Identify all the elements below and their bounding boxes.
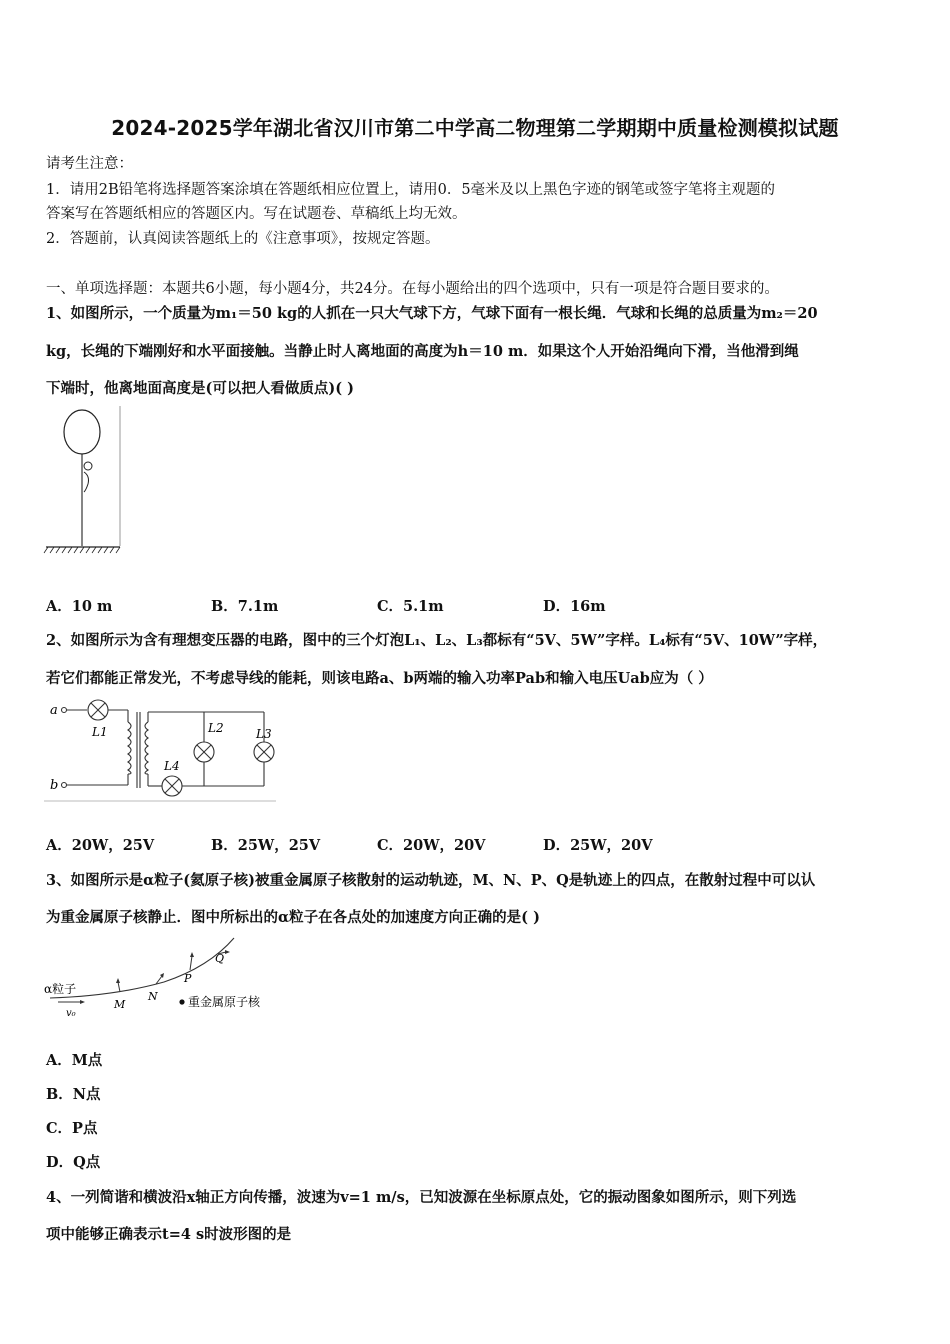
label-p: P [184, 972, 192, 985]
q2-option-c: C．20W，20V [377, 837, 486, 854]
terminal-b-dot [62, 783, 67, 788]
label-n: N [148, 990, 158, 1003]
primary-coil [128, 722, 131, 774]
q1-line-3: 下端时，他离地面高度是(可以把人看做质点)( ) [46, 380, 354, 397]
nucleus-dot [179, 999, 184, 1004]
secondary-coil [145, 722, 148, 774]
label-v0: v₀ [66, 1008, 76, 1019]
q3-line-1: 3、如图所示是α粒子(氦原子核)被重金属原子核散射的运动轨迹，M、N、P、Q是轨迹上的四点，在散射过程中可以认 [46, 872, 816, 889]
arrow-q [225, 950, 230, 954]
q3-option-b: B．N点 [46, 1086, 101, 1103]
q2-line-2: 若它们都能正常发光，不考虑导线的能耗，则该电路a、b两端的输入功率Pab和输入电压Uab应为（ ） [46, 670, 713, 687]
q1-line-2: kg，长绳的下端刚好和水平面接触。当静止时人离地面的高度为h＝10 m．如果这个人开始沿绳向下滑，当他滑到绳 [46, 343, 799, 360]
label-l2: L2 [208, 721, 224, 735]
q1-option-a: A．10 m [46, 598, 113, 615]
q3-line-2: 为重金属原子核静止．图中所标出的α粒子在各点处的加速度方向正确的是( ) [46, 909, 540, 926]
balloon-figure [40, 404, 130, 559]
person-head [84, 462, 92, 470]
q1-line-1: 1、如图所示，一个质量为m₁＝50 kg的人抓在一只大气球下方，气球下面有一根长绳．气球和长绳的总质量为m₂＝20 [46, 305, 818, 322]
label-l4: L4 [164, 759, 180, 773]
notice-line-2: 2．答题前，认真阅读答题纸上的《注意事项》，按规定答题。 [46, 231, 440, 247]
q3-option-a: A．M点 [46, 1052, 103, 1069]
arrow-m [116, 978, 120, 983]
notice-line-1a: 1．请用2B铅笔将选择题答案涂填在答题纸相应位置上，请用0．5毫米及以上黑色字迹的钢笔或签字笔将主观题的 [46, 182, 776, 198]
q2-line-1: 2、如图所示为含有理想变压器的电路，图中的三个灯泡L₁、L₂、L₃都标有“5V、5W”字样。L₄标有“5V、10W”字样， [46, 632, 828, 649]
ground-hatch [44, 547, 120, 553]
notice-line-1b: 答案写在答题纸相应的答题区内。写在试题卷、草稿纸上均无效。 [46, 206, 467, 222]
q2-option-a: A．20W，25V [46, 837, 155, 854]
label-l1: L1 [92, 725, 108, 739]
q3-option-d: D．Q点 [46, 1154, 101, 1171]
q2-option-d: D．25W，20V [543, 837, 653, 854]
terminal-a-dot [62, 708, 67, 713]
q1-option-d: D．16m [543, 598, 606, 615]
q4-line-1: 4、一列简谐和横波沿x轴正方向传播，波速为v=1 m/s，已知波源在坐标原点处，它的振动图象如图所示，则下列选 [46, 1189, 797, 1206]
notice-heading: 请考生注意： [46, 156, 133, 172]
arrow-p [190, 952, 194, 957]
q1-option-c: C．5.1m [377, 598, 444, 615]
q4-line-2: 项中能够正确表示t=4 s时波形图的是 [46, 1226, 292, 1243]
label-q: Q [215, 952, 225, 965]
q3-option-c: C．P点 [46, 1120, 98, 1137]
transformer-circuit [44, 698, 280, 804]
section-heading: 一、单项选择题：本题共6小题，每小题4分，共24分。在每小题给出的四个选项中，只有一项是符合题目要求的。 [46, 281, 779, 297]
label-l3: L3 [256, 727, 272, 741]
q2-option-b: B．25W，25V [211, 837, 321, 854]
label-alpha: α粒子 [44, 982, 77, 996]
scattering-figure [44, 932, 280, 1022]
label-nucleus: 重金属原子核 [188, 995, 261, 1009]
label-a: a [50, 703, 58, 718]
label-b: b [50, 778, 59, 793]
alpha-trajectory [50, 938, 234, 998]
balloon-shape [64, 410, 100, 454]
label-m: M [114, 998, 126, 1011]
person-body [84, 472, 89, 492]
q1-option-b: B．7.1m [211, 598, 279, 615]
page-title: 2024-2025学年湖北省汉川市第二中学高二物理第二学期期中质量检测模拟试题 [111, 116, 839, 140]
